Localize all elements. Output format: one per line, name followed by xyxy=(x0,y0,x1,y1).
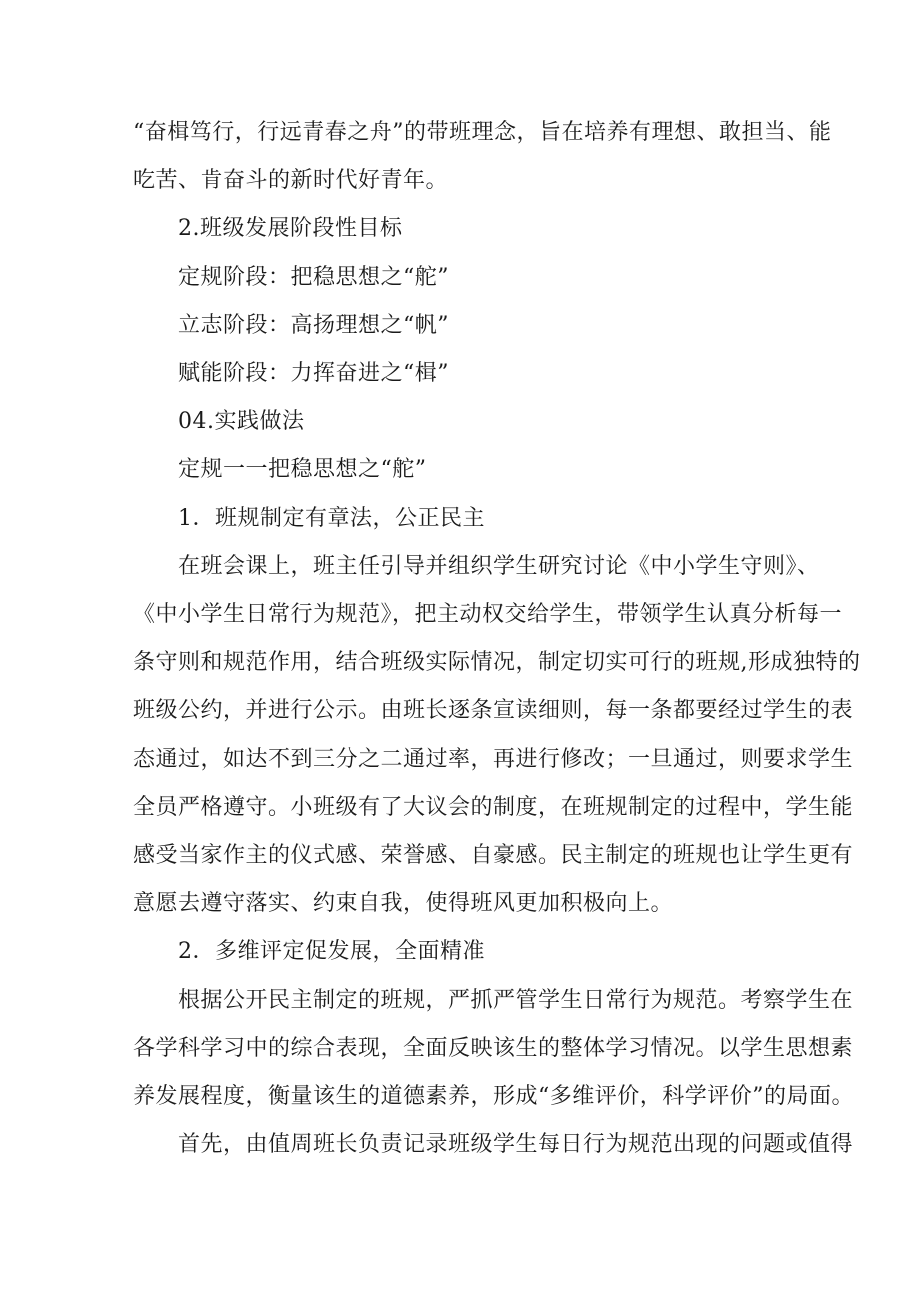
text-line: 养发展程度，衡量该生的道德素养，形成“多维评价，科学评价”的局面。 xyxy=(133,1084,854,1109)
text-line: 在班会课上，班主任引导并组织学生研究讨论《中小学生守则》、 xyxy=(178,554,820,579)
item-heading: 2．多维评定促发展，全面精准 xyxy=(178,939,485,964)
text-line: 根据公开民主制定的班规，严抓严管学生日常行为规范。考察学生在 xyxy=(178,988,854,1013)
subsection-heading: 定规一一把稳思想之“舵” xyxy=(178,457,427,482)
text-line: “奋楫笃行，行远青春之舟”的带班理念，旨在培养有理想、敢担当、能 xyxy=(133,120,832,145)
text-line: 态通过，如达不到三分之二通过率，再进行修改；一旦通过，则要求学生 xyxy=(133,747,854,772)
text-line: 全员严格遵守。小班级有了大议会的制度，在班规制定的过程中，学生能 xyxy=(133,795,854,820)
section-heading: 04.实践做法 xyxy=(178,409,305,434)
stage-item: 立志阶段：高扬理想之“帆” xyxy=(178,313,449,338)
section-heading: 2.班级发展阶段性目标 xyxy=(178,216,403,241)
item-heading: 1．班规制定有章法，公正民主 xyxy=(178,506,485,531)
text-line: 首先，由值周班长负责记录班级学生每日行为规范出现的问题或值得 xyxy=(178,1132,854,1157)
text-line: 《中小学生日常行为规范》，把主动权交给学生，带领学生认真分析每一 xyxy=(133,602,843,627)
stage-item: 赋能阶段：力挥奋进之“楫” xyxy=(178,361,449,386)
stage-item: 定规阶段：把稳思想之“舵” xyxy=(178,265,449,290)
text-line: 感受当家作主的仪式感、荣誉感、自豪感。民主制定的班规也让学生更有 xyxy=(133,843,854,868)
text-line: 班级公约，并进行公示。由班长逐条宣读细则，每一条都要经过学生的表 xyxy=(133,698,854,723)
text-line: 意愿去遵守落实、约束自我，使得班风更加积极向上。 xyxy=(133,891,674,916)
text-line: 条守则和规范作用，结合班级实际情况，制定切实可行的班规,形成独特的 xyxy=(133,650,861,675)
text-line: 各学科学习中的综合表现，全面反映该生的整体学习情况。以学生思想素 xyxy=(133,1036,854,1061)
text-line: 吃苦、肯奋斗的新时代好青年。 xyxy=(133,168,449,193)
